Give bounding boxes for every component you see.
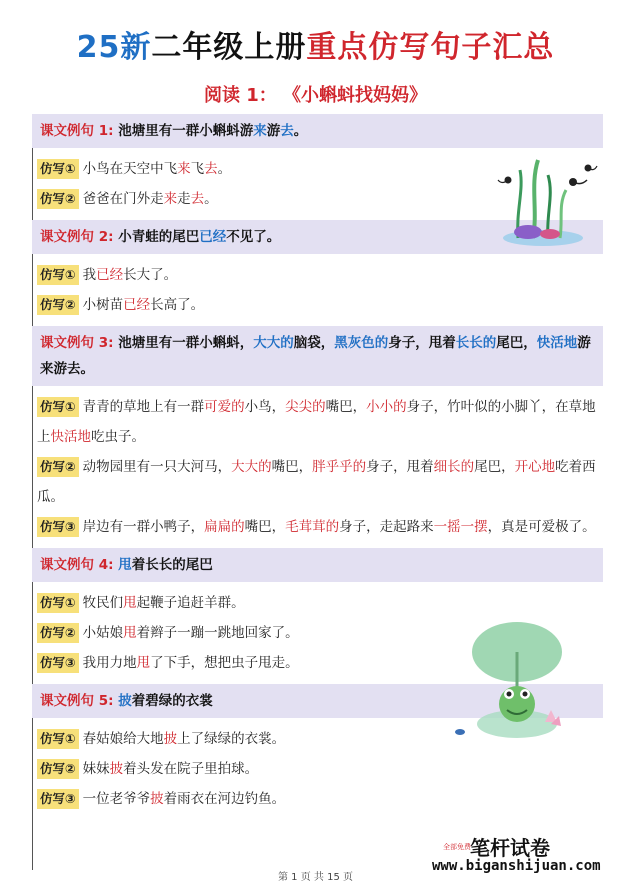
sentence-text: 。: [217, 161, 232, 177]
sentence-text: 动物园里有一只大河马，: [82, 459, 232, 475]
highlight-word: 一摇一摆: [433, 519, 488, 535]
highlight-word: 快活地: [536, 335, 578, 351]
highlight-word: 细长的: [433, 459, 475, 475]
heading-label: 课文例句 3:: [40, 335, 114, 351]
highlight-word: 来: [177, 161, 191, 177]
sentence-text: 起鞭子追赶羊群。: [136, 595, 245, 611]
imitation-tag: 仿写①: [37, 159, 79, 179]
sentence-text: 身子，甩着: [366, 459, 434, 475]
heading-label: 课文例句 4:: [40, 557, 114, 573]
highlight-word: 小小的: [366, 399, 407, 415]
sentence-text: 牧民们: [82, 595, 124, 611]
imitation-tag: 仿写②: [37, 189, 79, 209]
sentence-text: 尾巴，: [496, 335, 537, 351]
highlight-word: 甩: [136, 655, 151, 671]
heading-label: 课文例句 5:: [40, 693, 114, 709]
sentence-text: 嘴巴，: [325, 399, 367, 415]
highlight-word: 已经: [123, 297, 151, 313]
title-part-1: 25新: [76, 30, 152, 65]
heading-label: 课文例句 1:: [40, 123, 114, 139]
imitation-tag: 仿写②: [37, 457, 79, 477]
imitation-sentence: [33, 754, 603, 784]
sentence-text: ，真是可爱极了。: [487, 519, 596, 535]
highlight-word: 来: [253, 123, 267, 139]
highlight-word: 胖乎乎的: [312, 459, 367, 475]
frog-lotus-illustration: [455, 612, 580, 747]
highlight-word: 披: [118, 693, 132, 709]
watermark-note: 全部免费: [443, 843, 471, 851]
sentence-text: 小鸟在天空中飞: [82, 161, 178, 177]
heading-label: 课文例句 2:: [40, 229, 114, 245]
imitation-sentence: [33, 260, 603, 290]
highlight-word: 披: [150, 791, 164, 807]
sentence-text: 身子，走起路来: [339, 519, 434, 535]
sentence-text: 小姑娘: [82, 625, 124, 641]
highlight-word: 甩: [123, 595, 137, 611]
highlight-word: 去: [190, 191, 205, 207]
sentence-text: 着长长的尾巴: [131, 557, 213, 573]
highlight-word: 大大的: [253, 335, 294, 351]
imitation-tag: 仿写③: [37, 789, 79, 809]
sentence-text: 身子，甩着: [388, 335, 456, 351]
sentence-text: 小树苗: [82, 297, 124, 313]
page-title: [0, 28, 631, 68]
sentence-text: 不见了。: [226, 229, 281, 245]
highlight-word: 可爱的: [204, 399, 245, 415]
highlight-word: 扁扁的: [204, 519, 245, 535]
highlight-word: 已经: [96, 267, 124, 283]
example-sentence-heading: [32, 326, 603, 386]
sentence-text: 一位老爷爷: [82, 791, 151, 807]
sentence-text: 小鸟，: [244, 399, 286, 415]
imitation-tag: 仿写①: [37, 593, 79, 613]
highlight-word: 长长的: [455, 335, 497, 351]
sentence-text: 游: [266, 123, 281, 139]
sentence-text: 吃着西瓜。: [37, 459, 596, 505]
sentence-text: 着头发在院子里拍球。: [123, 761, 259, 777]
imitation-tag: 仿写①: [37, 397, 79, 417]
sentence-text: 春姑娘给大地: [82, 731, 164, 747]
sentence-text: 池塘里有一群小蝌蚪游: [118, 123, 254, 139]
example-sentence-heading: [32, 548, 603, 582]
highlight-word: 甩: [123, 625, 137, 641]
highlight-word: 开心地: [514, 459, 556, 475]
title-part-2: 二年级上册: [151, 30, 307, 65]
page-footer: 第 1 页 共 15 页: [278, 872, 353, 883]
aquarium-illustration: [488, 140, 598, 250]
imitation-tag: 仿写③: [37, 517, 79, 537]
imitation-tag: 仿写②: [37, 759, 79, 779]
title-part-3: 重点仿写句子汇总: [306, 30, 555, 65]
highlight-word: 披: [163, 731, 178, 747]
highlight-word: 毛茸茸的: [285, 519, 340, 535]
sentence-text: 着雨衣在河边钓鱼。: [163, 791, 286, 807]
sentence-text: 长大了。: [123, 267, 178, 283]
imitation-tag: 仿写③: [37, 653, 79, 673]
watermark-title: 笔杆试卷: [470, 836, 550, 860]
imitation-sentence: [33, 452, 603, 512]
sentence-text: 尾巴，: [474, 459, 515, 475]
sentence-text: 嘴巴，: [271, 459, 313, 475]
sentence-text: 青青的草地上有一群: [82, 399, 205, 415]
highlight-word: 黑灰色的: [334, 335, 389, 351]
sentence-text: 小青蛙的尾巴: [118, 229, 200, 245]
sentence-text: 爸爸在门外走: [82, 191, 164, 207]
sentence-text: 嘴巴，: [244, 519, 286, 535]
highlight-word: 甩: [118, 557, 132, 573]
watermark-url: www.biganshijuan.com: [432, 858, 601, 874]
imitation-tag: 仿写②: [37, 623, 79, 643]
sentence-text: 脑袋，: [293, 335, 335, 351]
sentence-text: 我用力地: [82, 655, 137, 671]
sentence-text: 游来游去。: [40, 335, 591, 377]
subtitle: 阅读 1： 《小蝌蚪找妈妈》: [203, 85, 428, 106]
sentence-text: 池塘里有一群小蝌蚪，: [118, 335, 254, 351]
imitation-sentence: [33, 784, 603, 814]
highlight-word: 去: [280, 123, 294, 139]
sentence-text: 身子，竹叶似的小脚丫，在草地上: [37, 399, 596, 445]
highlight-word: 披: [109, 761, 124, 777]
highlight-word: 尖尖的: [285, 399, 326, 415]
sentence-text: 吃虫子。: [91, 429, 145, 445]
highlight-word: 来: [163, 191, 178, 207]
imitation-sentence: [33, 392, 603, 452]
highlight-word: 大大的: [231, 459, 272, 475]
sentence-text: 。: [204, 191, 218, 207]
sentence-text: 着碧绿的衣裳: [131, 693, 213, 709]
sentence-text: 长高了。: [150, 297, 205, 313]
imitation-tag: 仿写①: [37, 265, 79, 285]
sentence-text: 岸边有一群小鸭子，: [82, 519, 205, 535]
imitation-sentence: [33, 512, 603, 542]
highlight-word: 快活地: [50, 429, 91, 445]
sentence-text: 我: [82, 267, 97, 283]
sentence-text: 着辫子一蹦一跳地回家了。: [136, 625, 299, 641]
sentence-text: 。: [293, 123, 308, 139]
sentence-text: 飞: [190, 161, 205, 177]
highlight-word: 去: [204, 161, 218, 177]
highlight-word: 已经: [199, 229, 227, 245]
imitation-tag: 仿写②: [37, 295, 79, 315]
imitation-sentence: [33, 290, 603, 320]
sentence-text: 了下手，想把虫子甩走。: [150, 655, 299, 671]
sentence-text: 走: [177, 191, 191, 207]
sentence-text: 妹妹: [82, 761, 110, 777]
sentence-text: 上了绿绿的衣裳。: [177, 731, 286, 747]
imitation-tag: 仿写①: [37, 729, 79, 749]
